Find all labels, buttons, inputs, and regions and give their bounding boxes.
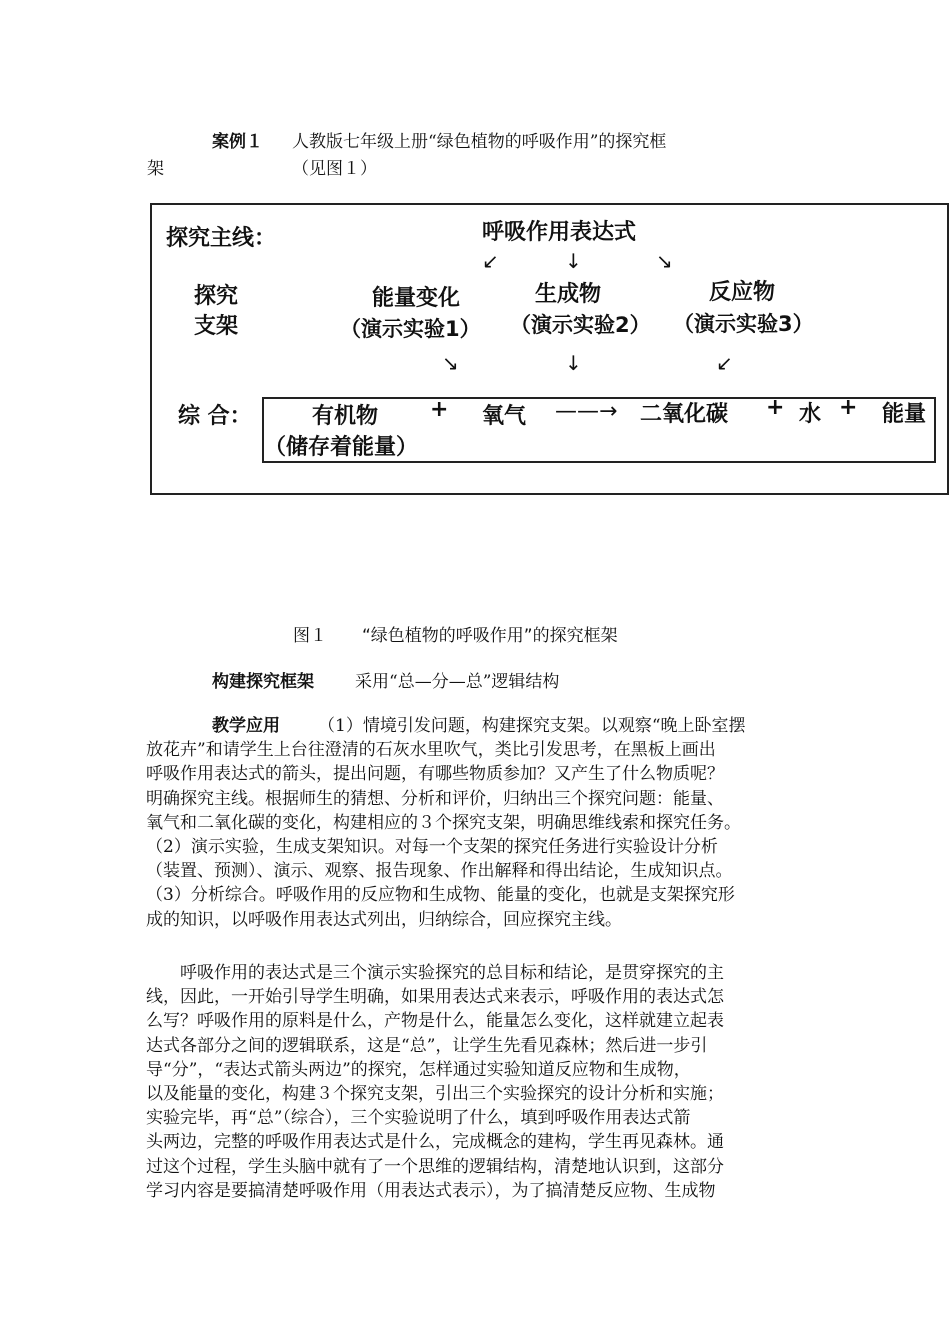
equation-plus-1: + <box>430 397 449 422</box>
equation-energy: 能量 <box>882 402 927 427</box>
figure-caption-text: “绿色植物的呼吸作用”的探究框架 <box>362 626 618 646</box>
teaching-paragraph <box>146 714 826 932</box>
paragraph-line: 导“分”，“表达式箭头两边”的探究，怎样通过实验知道反应物和生成物， <box>146 1059 691 1080</box>
inquiry-framework-diagram <box>150 203 949 495</box>
branch-energy-demo: （演示实验1） <box>340 317 481 341</box>
paragraph-line: 过这个过程，学生头脑中就有了一个思维的逻辑结构，清楚地认识到，这部分 <box>146 1156 724 1177</box>
equation-oxygen: 氧气 <box>482 404 527 429</box>
equation-water: 水 <box>799 402 822 427</box>
arrow-down-icon: ↓ <box>565 351 582 375</box>
teaching-line: （2）演示实验，生成支架知识。对每一个支架的探究任务进行实验设计分析 <box>146 837 718 858</box>
arrow-down-icon: ↓ <box>565 249 582 273</box>
synthesis-label: 综 合： <box>178 404 252 429</box>
paragraph-line: 达式各部分之间的逻辑联系，这是“总”，让学生先看见森林；然后进一步引 <box>146 1035 708 1056</box>
paragraph-line: 呼吸作用的表达式是三个演示实验探究的总目标和结论，是贯穿探究的主 <box>180 963 724 983</box>
framework-label: 构建探究框架 <box>212 672 314 692</box>
branch-energy-title: 能量变化 <box>372 286 461 311</box>
arrow-down-left-icon: ↙ <box>716 351 733 375</box>
paragraph-line: 学习内容是要搞清楚呼吸作用（用表达式表示），为了搞清楚反应物、生成物 <box>146 1180 716 1201</box>
arrow-down-left-icon: ↙ <box>482 249 499 273</box>
teaching-line-1: 教学应用 （1）情境引发问题，构建探究支架。以观察“晚上卧室摆 <box>212 716 746 736</box>
main-line-label: 探究主线： <box>166 226 277 251</box>
arrow-down-right-icon: ↘ <box>442 351 459 375</box>
main-line-value: 呼吸作用表达式 <box>482 220 637 245</box>
teaching-line: 氧气和二氧化碳的变化，构建相应的３个探究支架，明确思维线索和探究任务。 <box>146 812 741 833</box>
equation-arrow-icon: ——→ <box>555 399 618 424</box>
branch-product-title: 生成物 <box>535 282 602 307</box>
paragraph-line: 线，因此，一开始引导学生明确，如果用表达式来表示，呼吸作用的表达式怎 <box>146 987 724 1008</box>
teaching-line: 呼吸作用表达式的箭头，提出问题，有哪些物质参加？又产生了什么物质呢？ <box>146 764 724 785</box>
arrow-down-right-icon: ↘ <box>656 249 673 273</box>
equation-co2: 二氧化碳 <box>640 402 729 427</box>
teaching-line: 放花卉”和请学生上台往澄清的石灰水里吹气，类比引发思考，在黑板上画出 <box>146 740 716 761</box>
paragraph-line: 头两边，完整的呼吸作用表达式是什么，完成概念的建构，学生再见森林。通 <box>146 1132 724 1153</box>
paragraph-line: 实验完毕，再“总”（综合），三个实验说明了什么，填到呼吸作用表达式箭 <box>146 1108 691 1129</box>
branch-reactant-demo: （演示实验3） <box>673 312 814 336</box>
framework-text: 采用“总—分—总”逻辑结构 <box>355 672 560 692</box>
teaching-line: 明确探究主线。根据师生的猜想、分析和评价，归纳出三个探究问题：能量、 <box>146 788 724 809</box>
figure-label: 图１ <box>293 626 327 646</box>
branch-reactant-title: 反应物 <box>709 280 776 305</box>
paragraph-line: 以及能量的变化，构建３个探究支架，引出三个实验探究的设计分析和实施； <box>146 1084 724 1105</box>
case-title-line2b: （见图１） <box>292 159 377 179</box>
equation-plus-3: + <box>839 395 858 420</box>
case-title-line2a: 架 <box>147 159 164 179</box>
explanation-paragraph <box>146 961 826 1203</box>
equation-stored-note: （储存着能量） <box>264 435 419 460</box>
equation-plus-2: + <box>766 395 785 420</box>
case-title-line1: 人教版七年级上册“绿色植物的呼吸作用”的探究框 <box>292 132 667 152</box>
branch-label-line2: 支架 <box>194 314 239 339</box>
teaching-line: （装置、预测）、演示、观察、报告现象、作出解释和得出结论，生成知识点。 <box>146 861 733 882</box>
branch-product-demo: （演示实验2） <box>510 313 651 337</box>
teaching-line: 成的知识，以呼吸作用表达式列出，归纳综合，回应探究主线。 <box>146 909 622 930</box>
equation-organic: 有机物 <box>312 404 379 429</box>
teaching-label: 教学应用 <box>212 716 280 736</box>
case-label: 案例１ <box>212 132 263 152</box>
teaching-line: （3）分析综合。呼吸作用的反应物和生成物、能量的变化，也就是支架探究形 <box>146 885 735 906</box>
branch-label-line1: 探究 <box>194 284 239 309</box>
paragraph-line: 么写？呼吸作用的原料是什么，产物是什么，能量怎么变化，这样就建立起表 <box>146 1011 724 1032</box>
